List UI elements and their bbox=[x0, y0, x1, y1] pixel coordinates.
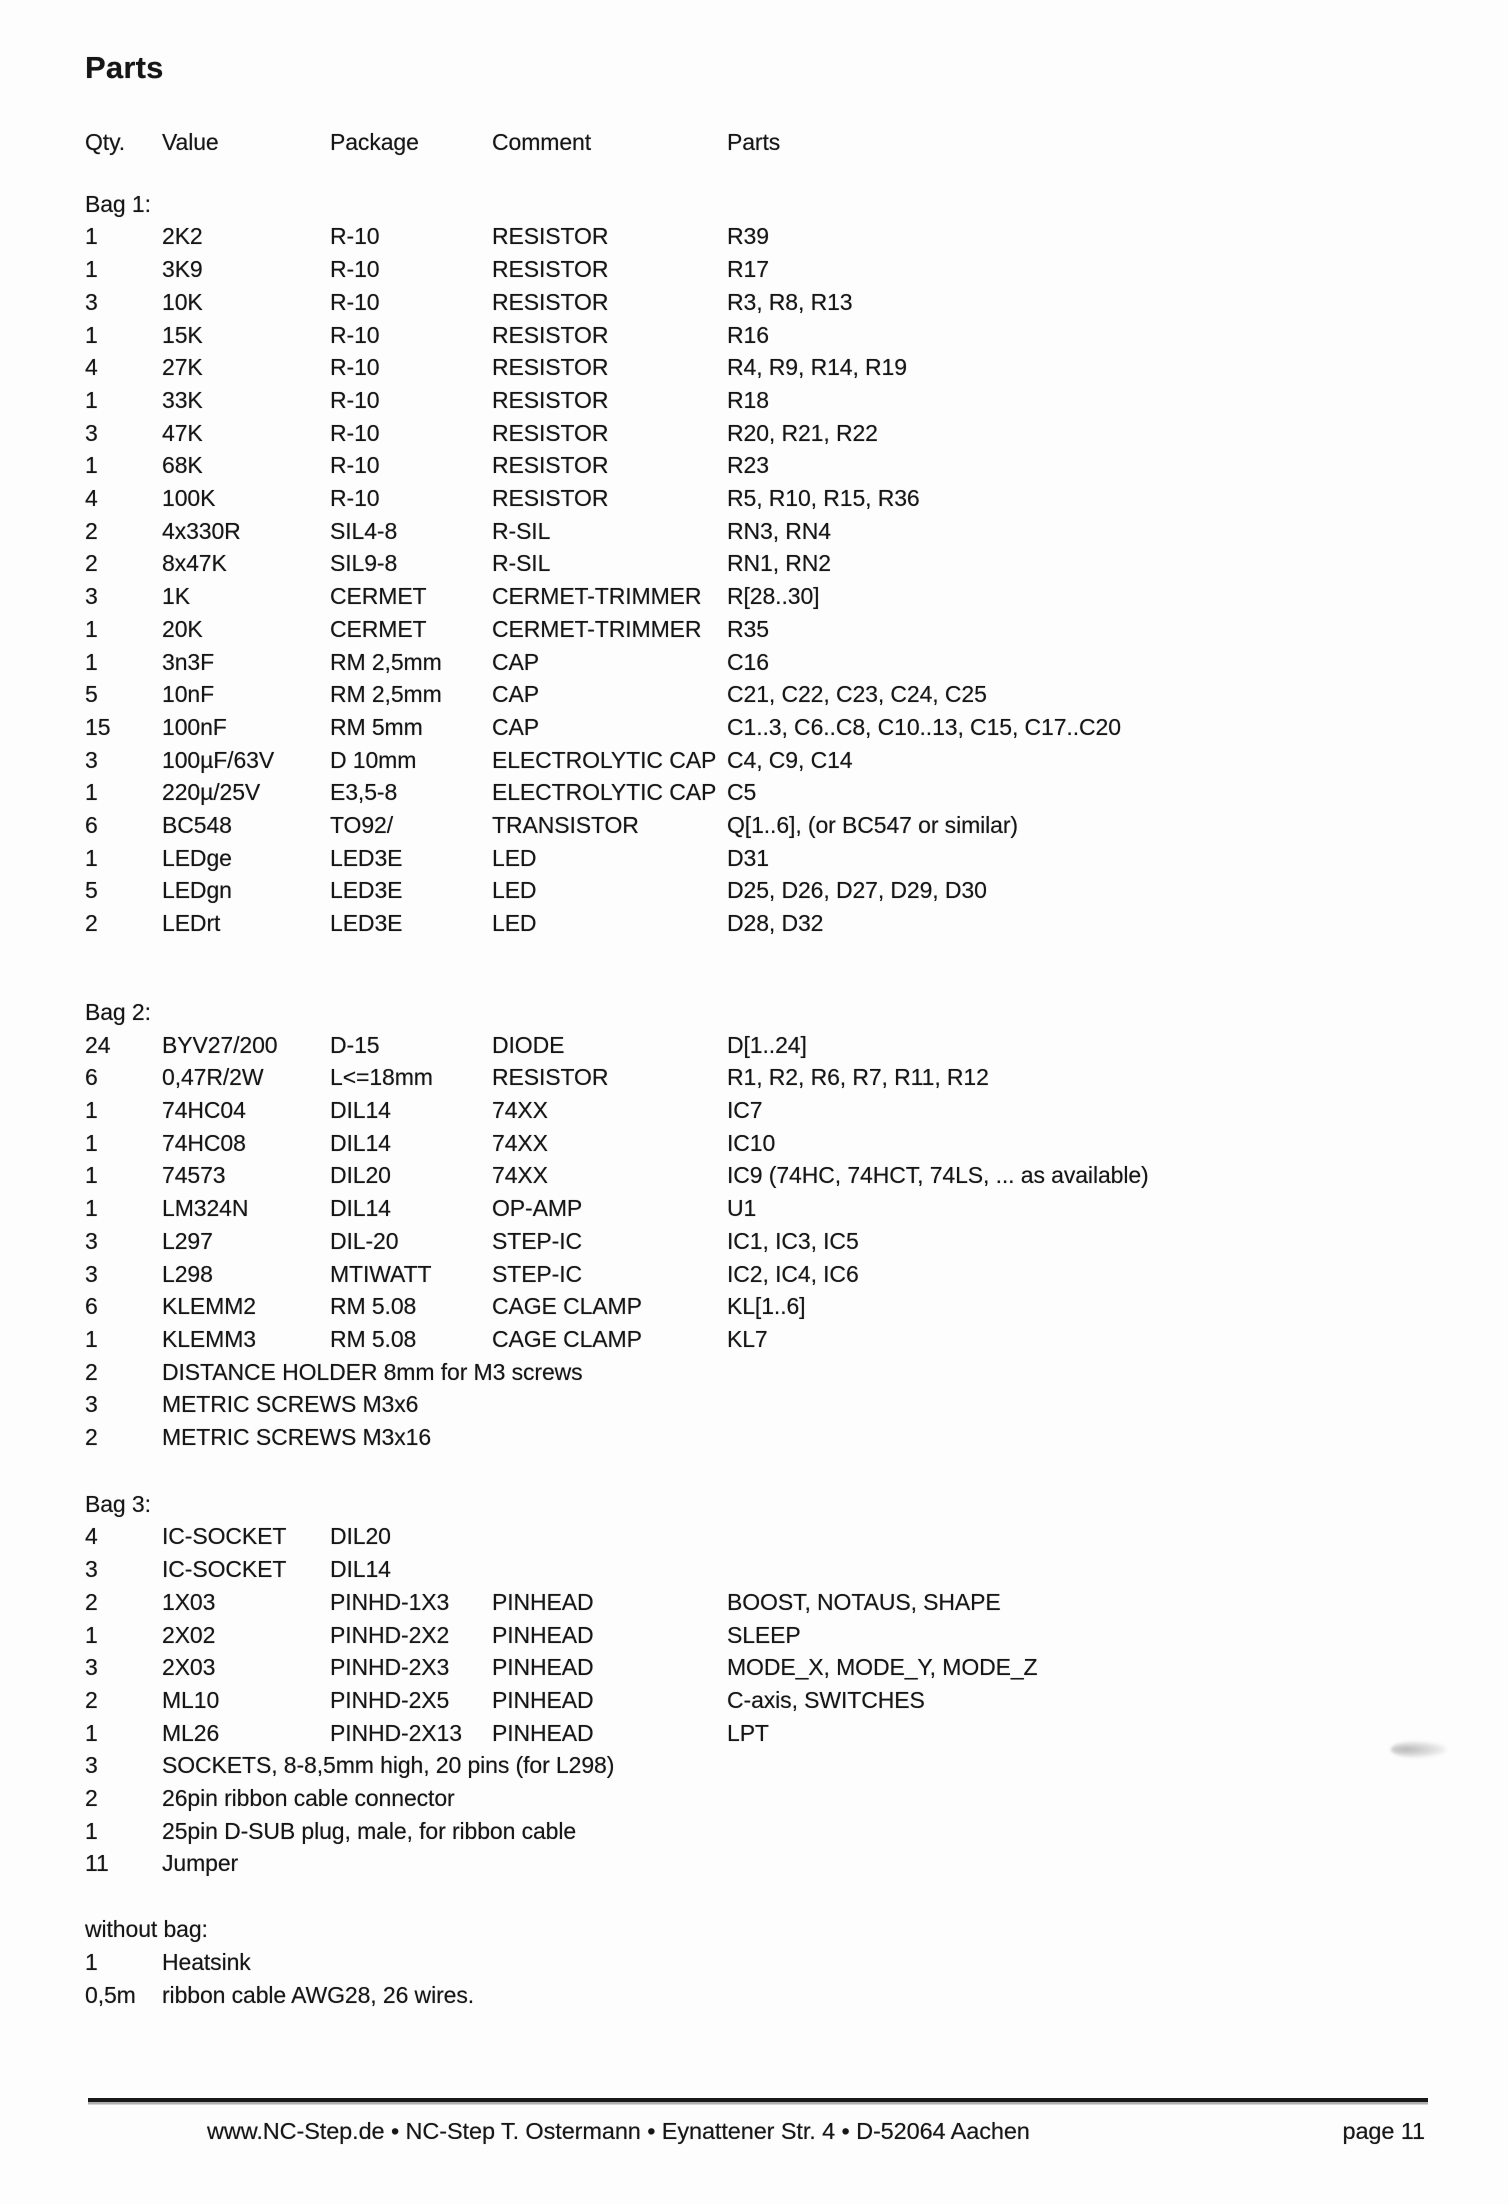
cell-comment: RESISTOR bbox=[492, 1064, 609, 1091]
table-row bbox=[85, 678, 1468, 711]
table-row bbox=[85, 1127, 1468, 1160]
cell-parts: C21, C22, C23, C24, C25 bbox=[727, 681, 987, 708]
cell-value: 2X03 bbox=[162, 1654, 216, 1681]
cell-description: SOCKETS, 8-8,5mm high, 20 pins (for L298) bbox=[162, 1752, 615, 1779]
cell-comment: RESISTOR bbox=[492, 223, 609, 250]
cell-value: BC548 bbox=[162, 812, 232, 839]
cell-package: R-10 bbox=[330, 288, 380, 315]
cell-qty: 3 bbox=[85, 1654, 98, 1681]
cell-value: 10K bbox=[162, 288, 203, 315]
bag-label: Bag 2: bbox=[85, 998, 151, 1025]
table-row bbox=[85, 417, 1468, 450]
cell-value: 0,47R/2W bbox=[162, 1064, 264, 1091]
cell-value: 74HC04 bbox=[162, 1096, 246, 1123]
cell-qty: 1 bbox=[85, 1162, 98, 1189]
cell-value: LM324N bbox=[162, 1195, 249, 1222]
table-row bbox=[85, 1684, 1468, 1717]
cell-parts bbox=[727, 1553, 1468, 1586]
cell-comment: CAP bbox=[492, 648, 539, 675]
cell-parts: KL7 bbox=[727, 1325, 768, 1352]
table-row bbox=[85, 384, 1468, 417]
cell-comment: CAGE CLAMP bbox=[492, 1325, 642, 1352]
cell-comment: DIODE bbox=[492, 1031, 565, 1058]
cell-qty: 3 bbox=[85, 1556, 98, 1583]
cell-qty: 1 bbox=[85, 1621, 98, 1648]
table-row bbox=[85, 1323, 1468, 1356]
cell-comment: RESISTOR bbox=[492, 452, 609, 479]
cell-parts: D28, D32 bbox=[727, 910, 824, 937]
cell-parts: D25, D26, D27, D29, D30 bbox=[727, 877, 987, 904]
cell-qty: 1 bbox=[85, 844, 98, 871]
cell-package: TO92/ bbox=[330, 812, 393, 839]
cell-parts: R1, R2, R6, R7, R11, R12 bbox=[727, 1064, 989, 1091]
cell-parts: RN1, RN2 bbox=[727, 550, 832, 577]
cell-comment: R-SIL bbox=[492, 517, 551, 544]
cell-description: 26pin ribbon cable connector bbox=[162, 1785, 455, 1812]
cell-qty: 2 bbox=[85, 1358, 98, 1385]
footer-page-number: page 11 bbox=[1342, 2118, 1425, 2144]
table-row bbox=[85, 1815, 1468, 1848]
cell-value: 8x47K bbox=[162, 550, 227, 577]
cell-value: IC-SOCKET bbox=[162, 1556, 287, 1583]
cell-parts: C16 bbox=[727, 648, 769, 675]
cell-qty: 1 bbox=[85, 386, 98, 413]
cell-parts: IC9 (74HC, 74HCT, 74LS, ... as available) bbox=[727, 1162, 1149, 1189]
cell-value: 100K bbox=[162, 485, 216, 512]
cell-package: LED3E bbox=[330, 910, 403, 937]
cell-value: 3K9 bbox=[162, 256, 203, 283]
bag-label: Bag 3: bbox=[85, 1490, 151, 1517]
cell-qty: 24 bbox=[85, 1031, 111, 1058]
cell-parts: IC10 bbox=[727, 1129, 776, 1156]
cell-comment: ELECTROLYTIC CAP bbox=[492, 779, 717, 806]
cell-package: R-10 bbox=[330, 386, 380, 413]
page-title: Parts bbox=[85, 50, 164, 85]
table-row bbox=[85, 1979, 1468, 2012]
cell-value: 27K bbox=[162, 354, 203, 381]
cell-qty: 2 bbox=[85, 550, 98, 577]
cell-description: Jumper bbox=[162, 1850, 239, 1877]
cell-qty: 1 bbox=[85, 648, 98, 675]
table-row bbox=[85, 1029, 1468, 1062]
table-row bbox=[85, 809, 1468, 842]
cell-parts: R3, R8, R13 bbox=[727, 288, 853, 315]
cell-package: D-15 bbox=[330, 1031, 380, 1058]
table-row bbox=[85, 1553, 1468, 1586]
cell-value: 2X02 bbox=[162, 1621, 216, 1648]
cell-value: LEDge bbox=[162, 844, 232, 871]
cell-value: BYV27/200 bbox=[162, 1031, 278, 1058]
cell-qty: 4 bbox=[85, 1523, 98, 1550]
cell-description: DISTANCE HOLDER 8mm for M3 screws bbox=[162, 1358, 583, 1385]
table-row bbox=[85, 1717, 1468, 1750]
cell-value: 3n3F bbox=[162, 648, 215, 675]
cell-comment: CAP bbox=[492, 713, 539, 740]
cell-qty: 1 bbox=[85, 1325, 98, 1352]
cell-package: RM 2,5mm bbox=[330, 681, 442, 708]
cell-comment: RESISTOR bbox=[492, 288, 609, 315]
table-row bbox=[85, 1192, 1468, 1225]
cell-package: R-10 bbox=[330, 256, 380, 283]
cell-comment: PINHEAD bbox=[492, 1588, 594, 1615]
cell-value: 100nF bbox=[162, 713, 227, 740]
bag-label: without bag: bbox=[85, 1916, 208, 1943]
table-row bbox=[85, 907, 1468, 940]
cell-qty: 1 bbox=[85, 1719, 98, 1746]
cell-value: 15K bbox=[162, 321, 203, 348]
cell-comment: PINHEAD bbox=[492, 1686, 594, 1713]
table-row bbox=[85, 449, 1468, 482]
table-row bbox=[85, 776, 1468, 809]
footer-address: www.NC-Step.de • NC-Step T. Ostermann • Eynattener Str. 4 • D-52064 Aachen bbox=[207, 2118, 1030, 2144]
cell-comment: 74XX bbox=[492, 1096, 548, 1123]
cell-parts: C1..3, C6..C8, C10..13, C15, C17..C20 bbox=[727, 713, 1121, 740]
cell-parts: IC2, IC4, IC6 bbox=[727, 1260, 859, 1287]
cell-comment: CAP bbox=[492, 681, 539, 708]
cell-comment: PINHEAD bbox=[492, 1654, 594, 1681]
scan-smudge-artifact bbox=[1391, 1741, 1447, 1758]
cell-description: 25pin D-SUB plug, male, for ribbon cable bbox=[162, 1817, 577, 1844]
cell-comment: RESISTOR bbox=[492, 386, 609, 413]
table-row bbox=[85, 351, 1468, 384]
cell-value: L298 bbox=[162, 1260, 213, 1287]
cell-parts: LPT bbox=[727, 1719, 769, 1746]
cell-package: LED3E bbox=[330, 844, 403, 871]
cell-qty: 1 bbox=[85, 1948, 98, 1975]
cell-value: 47K bbox=[162, 419, 203, 446]
table-row bbox=[85, 482, 1468, 515]
cell-parts: MODE_X, MODE_Y, MODE_Z bbox=[727, 1654, 1038, 1681]
cell-value: LEDrt bbox=[162, 910, 221, 937]
cell-qty: 4 bbox=[85, 354, 98, 381]
cell-comment: RESISTOR bbox=[492, 321, 609, 348]
cell-parts: R17 bbox=[727, 256, 769, 283]
cell-qty: 1 bbox=[85, 1096, 98, 1123]
cell-comment: RESISTOR bbox=[492, 485, 609, 512]
table-row bbox=[85, 1225, 1468, 1258]
table-row bbox=[85, 1619, 1468, 1652]
cell-parts: R39 bbox=[727, 223, 769, 250]
cell-package: RM 2,5mm bbox=[330, 648, 442, 675]
table-row bbox=[85, 711, 1468, 744]
cell-package: DIL14 bbox=[330, 1195, 391, 1222]
table-row bbox=[85, 1061, 1468, 1094]
cell-qty: 3 bbox=[85, 1227, 98, 1254]
table-row bbox=[85, 253, 1468, 286]
cell-comment: PINHEAD bbox=[492, 1719, 594, 1746]
cell-qty: 1 bbox=[85, 1129, 98, 1156]
cell-parts: R35 bbox=[727, 615, 769, 642]
cell-package: R-10 bbox=[330, 223, 380, 250]
cell-comment: OP-AMP bbox=[492, 1195, 583, 1222]
parts-section bbox=[85, 996, 1468, 1454]
cell-package: R-10 bbox=[330, 354, 380, 381]
cell-comment: PINHEAD bbox=[492, 1621, 594, 1648]
cell-package: DIL20 bbox=[330, 1162, 391, 1189]
cell-qty: 4 bbox=[85, 485, 98, 512]
cell-parts: R[28..30] bbox=[727, 583, 820, 610]
cell-parts: IC1, IC3, IC5 bbox=[727, 1227, 859, 1254]
cell-qty: 1 bbox=[85, 779, 98, 806]
col-header-parts: Parts bbox=[727, 129, 781, 155]
cell-qty: 1 bbox=[85, 223, 98, 250]
cell-package: R-10 bbox=[330, 419, 380, 446]
cell-comment: RESISTOR bbox=[492, 256, 609, 283]
cell-value: 10nF bbox=[162, 681, 215, 708]
cell-comment: R-SIL bbox=[492, 550, 551, 577]
cell-package: DIL14 bbox=[330, 1096, 391, 1123]
table-row bbox=[85, 547, 1468, 580]
table-row bbox=[85, 613, 1468, 646]
cell-value: 33K bbox=[162, 386, 203, 413]
cell-parts: Q[1..6], (or BC547 or similar) bbox=[727, 812, 1018, 839]
table-row bbox=[85, 744, 1468, 777]
table-row bbox=[85, 1094, 1468, 1127]
cell-value: 68K bbox=[162, 452, 203, 479]
bag-label: Bag 1: bbox=[85, 190, 151, 217]
cell-value: 74HC08 bbox=[162, 1129, 246, 1156]
col-header-comment: Comment bbox=[492, 129, 591, 155]
table-row bbox=[85, 646, 1468, 679]
parts-section bbox=[85, 188, 1468, 940]
cell-comment: LED bbox=[492, 844, 537, 871]
cell-parts bbox=[727, 1520, 1468, 1553]
cell-qty: 1 bbox=[85, 321, 98, 348]
cell-qty: 1 bbox=[85, 452, 98, 479]
cell-qty: 6 bbox=[85, 1064, 98, 1091]
cell-value: ML26 bbox=[162, 1719, 220, 1746]
cell-value: 1X03 bbox=[162, 1588, 216, 1615]
table-row bbox=[85, 1586, 1468, 1619]
cell-parts: IC7 bbox=[727, 1096, 763, 1123]
cell-comment: CERMET-TRIMMER bbox=[492, 615, 702, 642]
table-row bbox=[85, 1159, 1468, 1192]
cell-package: MTIWATT bbox=[330, 1260, 432, 1287]
cell-value: 4x330R bbox=[162, 517, 241, 544]
cell-value: 100µF/63V bbox=[162, 746, 275, 773]
cell-value: KLEMM3 bbox=[162, 1325, 256, 1352]
cell-comment: LED bbox=[492, 877, 537, 904]
cell-package: DIL14 bbox=[330, 1556, 391, 1583]
cell-comment: ELECTROLYTIC CAP bbox=[492, 746, 717, 773]
cell-parts: RN3, RN4 bbox=[727, 517, 832, 544]
cell-package: DIL14 bbox=[330, 1129, 391, 1156]
cell-description: ribbon cable AWG28, 26 wires. bbox=[162, 1981, 475, 2008]
table-row bbox=[85, 580, 1468, 613]
cell-parts: D31 bbox=[727, 844, 769, 871]
table-row bbox=[85, 1782, 1468, 1815]
table-row bbox=[85, 1520, 1468, 1553]
cell-comment: STEP-IC bbox=[492, 1260, 583, 1287]
parts-section bbox=[85, 1488, 1468, 1880]
cell-qty: 2 bbox=[85, 910, 98, 937]
cell-qty: 0,5m bbox=[85, 1981, 136, 2008]
table-row bbox=[85, 1258, 1468, 1291]
cell-comment: 74XX bbox=[492, 1129, 548, 1156]
cell-package: CERMET bbox=[330, 615, 427, 642]
cell-parts: C-axis, SWITCHES bbox=[727, 1686, 925, 1713]
cell-comment: TRANSISTOR bbox=[492, 812, 639, 839]
cell-comment: LED bbox=[492, 910, 537, 937]
cell-package: D 10mm bbox=[330, 746, 417, 773]
cell-comment: CAGE CLAMP bbox=[492, 1293, 642, 1320]
cell-parts: D[1..24] bbox=[727, 1031, 807, 1058]
cell-comment: 74XX bbox=[492, 1162, 548, 1189]
cell-comment: STEP-IC bbox=[492, 1227, 583, 1254]
cell-qty: 3 bbox=[85, 288, 98, 315]
cell-comment: CERMET-TRIMMER bbox=[492, 583, 702, 610]
cell-package: R-10 bbox=[330, 485, 380, 512]
cell-value: 74573 bbox=[162, 1162, 226, 1189]
cell-parts: C4, C9, C14 bbox=[727, 746, 853, 773]
cell-comment bbox=[492, 1553, 727, 1586]
cell-description: METRIC SCREWS M3x6 bbox=[162, 1391, 419, 1418]
table-row bbox=[85, 1388, 1468, 1421]
cell-qty: 3 bbox=[85, 746, 98, 773]
cell-value: 1K bbox=[162, 583, 190, 610]
cell-qty: 1 bbox=[85, 615, 98, 642]
table-row bbox=[85, 1356, 1468, 1389]
cell-qty: 6 bbox=[85, 812, 98, 839]
cell-package: RM 5.08 bbox=[330, 1293, 417, 1320]
cell-parts: SLEEP bbox=[727, 1621, 801, 1648]
cell-package: DIL20 bbox=[330, 1523, 391, 1550]
parts-section bbox=[85, 1913, 1468, 2011]
cell-value: LEDgn bbox=[162, 877, 232, 904]
cell-package: SIL4-8 bbox=[330, 517, 398, 544]
cell-qty: 5 bbox=[85, 877, 98, 904]
cell-qty: 2 bbox=[85, 517, 98, 544]
cell-package: PINHD-1X3 bbox=[330, 1588, 450, 1615]
table-row bbox=[85, 319, 1468, 352]
cell-parts: BOOST, NOTAUS, SHAPE bbox=[727, 1588, 1001, 1615]
table-header bbox=[85, 126, 1468, 159]
cell-comment: RESISTOR bbox=[492, 419, 609, 446]
cell-qty: 3 bbox=[85, 583, 98, 610]
cell-parts: C5 bbox=[727, 779, 757, 806]
cell-parts: R23 bbox=[727, 452, 769, 479]
cell-value: 2K2 bbox=[162, 223, 203, 250]
cell-qty: 3 bbox=[85, 419, 98, 446]
cell-value: KLEMM2 bbox=[162, 1293, 256, 1320]
table-row bbox=[85, 1847, 1468, 1880]
cell-qty: 15 bbox=[85, 713, 111, 740]
table-row bbox=[85, 1749, 1468, 1782]
cell-qty: 2 bbox=[85, 1588, 98, 1615]
table-row bbox=[85, 220, 1468, 253]
cell-qty: 2 bbox=[85, 1686, 98, 1713]
cell-package: RM 5mm bbox=[330, 713, 423, 740]
cell-description: METRIC SCREWS M3x16 bbox=[162, 1424, 432, 1451]
cell-qty: 1 bbox=[85, 1195, 98, 1222]
cell-qty: 1 bbox=[85, 256, 98, 283]
cell-qty: 6 bbox=[85, 1293, 98, 1320]
cell-comment: RESISTOR bbox=[492, 354, 609, 381]
cell-qty: 5 bbox=[85, 681, 98, 708]
table-row bbox=[85, 1421, 1468, 1454]
cell-qty: 3 bbox=[85, 1260, 98, 1287]
cell-parts: KL[1..6] bbox=[727, 1293, 806, 1320]
cell-qty: 3 bbox=[85, 1391, 98, 1418]
table-row bbox=[85, 1290, 1468, 1323]
cell-parts: R5, R10, R15, R36 bbox=[727, 485, 920, 512]
cell-qty: 3 bbox=[85, 1752, 98, 1779]
cell-package: R-10 bbox=[330, 452, 380, 479]
table-row bbox=[85, 842, 1468, 875]
page-footer bbox=[85, 2116, 1425, 2146]
cell-package: E3,5-8 bbox=[330, 779, 398, 806]
cell-parts: U1 bbox=[727, 1195, 757, 1222]
cell-package: PINHD-2X13 bbox=[330, 1719, 462, 1746]
table-row bbox=[85, 515, 1468, 548]
cell-comment bbox=[492, 1520, 727, 1553]
cell-value: ML10 bbox=[162, 1686, 220, 1713]
cell-package: R-10 bbox=[330, 321, 380, 348]
table-row bbox=[85, 1946, 1468, 1979]
cell-qty: 1 bbox=[85, 1817, 98, 1844]
cell-package: SIL9-8 bbox=[330, 550, 398, 577]
cell-package: LED3E bbox=[330, 877, 403, 904]
cell-package: PINHD-2X5 bbox=[330, 1686, 450, 1713]
cell-parts: R18 bbox=[727, 386, 769, 413]
footer-rule bbox=[88, 2098, 1428, 2102]
cell-package: DIL-20 bbox=[330, 1227, 399, 1254]
table-row bbox=[85, 286, 1468, 319]
cell-parts: R4, R9, R14, R19 bbox=[727, 354, 907, 381]
cell-value: 220µ/25V bbox=[162, 779, 261, 806]
col-header-value: Value bbox=[162, 129, 219, 155]
cell-value: L297 bbox=[162, 1227, 213, 1254]
cell-package: L<=18mm bbox=[330, 1064, 433, 1091]
cell-value: IC-SOCKET bbox=[162, 1523, 287, 1550]
cell-parts: R20, R21, R22 bbox=[727, 419, 878, 446]
table-row bbox=[85, 874, 1468, 907]
cell-package: PINHD-2X3 bbox=[330, 1654, 450, 1681]
col-header-qty: Qty. bbox=[85, 129, 126, 155]
cell-package: PINHD-2X2 bbox=[330, 1621, 450, 1648]
cell-package: CERMET bbox=[330, 583, 427, 610]
col-header-package: Package bbox=[330, 129, 419, 155]
cell-parts: R16 bbox=[727, 321, 769, 348]
cell-description: Heatsink bbox=[162, 1948, 251, 1975]
table-row bbox=[85, 1651, 1468, 1684]
cell-value: 20K bbox=[162, 615, 203, 642]
cell-package: RM 5.08 bbox=[330, 1325, 417, 1352]
cell-qty: 2 bbox=[85, 1785, 98, 1812]
cell-qty: 2 bbox=[85, 1424, 98, 1451]
cell-qty: 11 bbox=[85, 1850, 109, 1877]
parts-sections bbox=[85, 188, 1468, 2012]
